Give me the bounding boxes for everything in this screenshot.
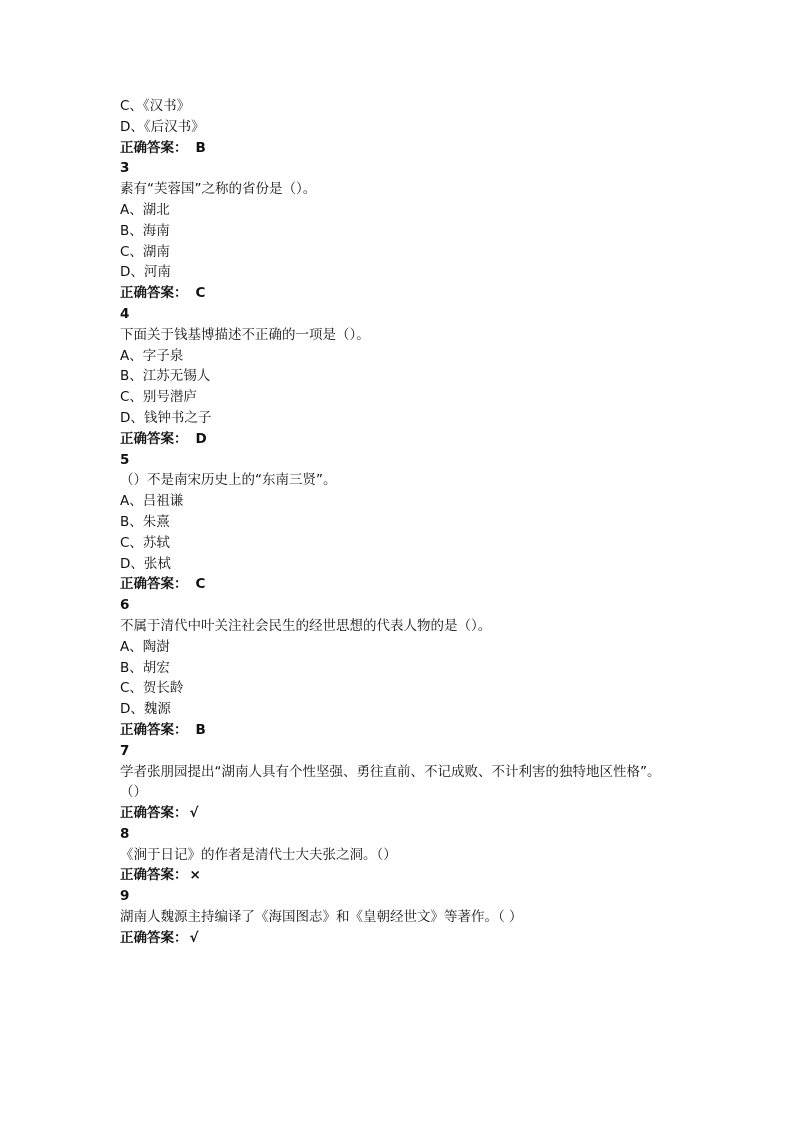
answer-row — [120, 283, 720, 304]
quiz-document — [120, 96, 720, 949]
question-stem: 下面关于钱基博描述不正确的一项是（）。 — [120, 326, 370, 343]
option-a: A、吕祖谦 — [120, 493, 184, 510]
cross-mark-answer: × — [189, 867, 201, 884]
check-mark-answer: √ — [189, 929, 199, 946]
option-c: C、湖南 — [120, 243, 170, 260]
option-b: B、胡宏 — [120, 659, 170, 676]
question-number: 7 — [120, 742, 130, 759]
option-b: B、朱熹 — [120, 513, 170, 530]
answer-row — [120, 803, 720, 824]
question-stem: 不属于清代中叶关注社会民生的经世思想的代表人物的是（）。 — [120, 617, 492, 634]
option-c: C、苏轼 — [120, 534, 170, 551]
option-d: D、魏源 — [120, 701, 171, 718]
question-number: 8 — [120, 825, 130, 842]
question-number: 4 — [120, 305, 130, 322]
answer-label: 正确答案： — [120, 430, 188, 447]
question-number: 9 — [120, 888, 130, 905]
answer-row — [120, 865, 720, 886]
answer-label: 正确答案： — [120, 805, 188, 822]
question-number: 3 — [120, 160, 130, 177]
option-a: A、陶澍 — [120, 638, 170, 655]
answer-label: 正确答案： — [120, 867, 188, 884]
answer-value: C — [195, 576, 206, 593]
answer-value: D — [195, 430, 207, 447]
answer-label: 正确答案： — [120, 139, 188, 156]
answer-row — [120, 138, 720, 159]
question-stem: 素有“芙蓉国”之称的省份是（）。 — [120, 181, 317, 198]
option-c: C、贺长龄 — [120, 680, 184, 697]
option-a: A、湖北 — [120, 201, 170, 218]
answer-label: 正确答案： — [120, 576, 188, 593]
answer-value: B — [195, 721, 206, 738]
option-c: C、《汉书》 — [120, 98, 191, 114]
question-number: 5 — [120, 451, 130, 468]
question-number: 6 — [120, 597, 130, 614]
option-b: B、江苏无锡人 — [120, 368, 211, 385]
question-stem: 学者张朋园提出“湖南人具有个性坚强、勇往直前、不记成败、不计利害的独特地区性格”。 — [120, 763, 661, 780]
answer-row — [120, 928, 720, 949]
answer-row — [120, 720, 720, 741]
question-stem: （）不是南宋历史上的“东南三贤”。 — [120, 472, 337, 489]
question-stem: 湖南人魏源主持编译了《海国图志》和《皇朝经世文》等著作。（ ） — [120, 909, 523, 926]
option-a: A、字子泉 — [120, 347, 184, 364]
check-mark-answer: √ — [189, 805, 199, 822]
option-d: D、张栻 — [120, 555, 171, 572]
answer-value: B — [195, 139, 206, 156]
answer-label: 正确答案： — [120, 721, 188, 738]
option-d: D、《后汉书》 — [120, 118, 205, 135]
option-d: D、河南 — [120, 264, 171, 281]
option-b: B、海南 — [120, 222, 170, 239]
answer-row — [120, 429, 720, 450]
answer-label: 正确答案： — [120, 929, 188, 946]
option-c: C、别号潜庐 — [120, 389, 197, 406]
question-stem-continued: （） — [120, 784, 147, 801]
answer-row — [120, 574, 720, 595]
option-d: D、钱钟书之子 — [120, 409, 212, 426]
answer-label: 正确答案： — [120, 285, 188, 302]
answer-value: C — [195, 285, 206, 302]
question-stem: 《涧于日记》的作者是清代士大夫张之洞。（） — [120, 846, 397, 863]
